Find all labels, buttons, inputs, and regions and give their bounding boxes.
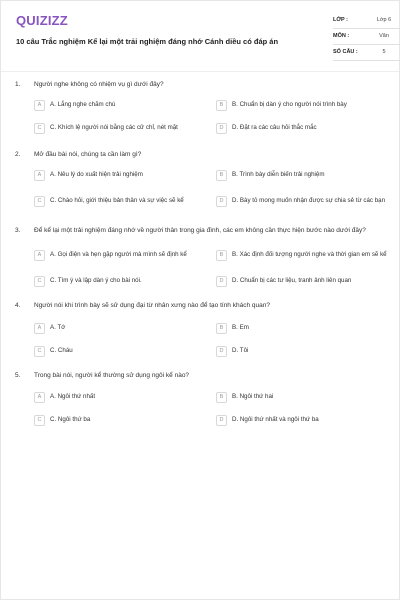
question-text: Người nghe không có nhiệm vụ gì dưới đây? [34, 81, 164, 88]
option-text: D. Chuẩn bị các tư liệu, tranh ảnh liên quan [232, 277, 352, 284]
meta-label: SỐ CÂU : [333, 49, 358, 55]
option-text: D. Bày tỏ mong muốn nhận được sự chia sẻ từ các bạn [232, 197, 386, 204]
option-text: A. Gọi điện và hẹn gặp người mà mình sẽ định kể [50, 251, 187, 258]
option-letter-box: C [34, 196, 45, 207]
option-letter-box: D [216, 276, 227, 287]
option-letter-box: A [34, 100, 45, 111]
option-letter-box: B [216, 100, 227, 111]
option-text: A. Ngôi thứ nhất [50, 393, 96, 400]
option-letter-box: B [216, 250, 227, 261]
option-text: D. Ngôi thứ nhất và ngôi thứ ba [232, 416, 319, 423]
option-text: C. Khích lệ người nói bằng các cử chỉ, nét mặt [50, 124, 178, 131]
quizizz-logo: QUIZIZZ [16, 13, 68, 28]
question-number: 5. [15, 372, 21, 379]
option-letter-box: D [216, 196, 227, 207]
option-letter-box: B [216, 170, 227, 181]
option-text: C. Tìm ý và lập dàn ý cho bài nói. [50, 277, 142, 284]
option-text: C. Cháu [50, 347, 73, 354]
header-divider [1, 71, 399, 72]
option-letter-box: C [34, 415, 45, 426]
option-text: C. Chào hỏi, giới thiệu bản thân và sự việc sẽ kể [50, 197, 184, 204]
option-text: B. Chuẩn bị dàn ý cho người nói trình bày [232, 101, 347, 108]
worksheet-title: 10 câu Trắc nghiệm Kể lại một trải nghiệm đáng nhớ Cánh diều có đáp án [16, 37, 279, 46]
question-text: Người nói khi trình bày sẽ sử dụng đại từ nhân xưng nào để tạo tính khách quan? [34, 302, 270, 309]
worksheet-meta [333, 13, 400, 61]
question-number: 1. [15, 81, 21, 88]
option-letter-box: C [34, 123, 45, 134]
option-letter-box: B [216, 392, 227, 403]
worksheet-header [16, 13, 392, 68]
question-number: 3. [15, 227, 21, 234]
option-letter-box: A [34, 170, 45, 181]
option-text: B. Trình bày diễn biến trải nghiệm [232, 171, 325, 178]
option-letter-box: C [34, 346, 45, 357]
meta-label: MÔN : [333, 33, 350, 39]
meta-row-subject [333, 29, 400, 45]
option-letter-box: C [34, 276, 45, 287]
question-number: 2. [15, 151, 21, 158]
option-letter-box: A [34, 250, 45, 261]
option-letter-box: A [34, 323, 45, 334]
option-text: C. Ngôi thứ ba [50, 416, 91, 423]
option-text: D. Tôi [232, 347, 249, 354]
option-text: B. Em [232, 324, 249, 331]
meta-value: 5 [382, 49, 386, 55]
question-number: 4. [15, 302, 21, 309]
question-text: Trong bài nói, người kể thường sử dụng ngôi kể nào? [34, 372, 190, 379]
option-letter-box: D [216, 346, 227, 357]
option-text: A. Lắng nghe chăm chú [50, 101, 116, 108]
option-text: D. Đặt ra các câu hỏi thắc mắc [232, 124, 317, 131]
option-letter-box: B [216, 323, 227, 334]
question-text: Mở đầu bài nói, chúng ta cần làm gì? [34, 151, 142, 158]
option-text: B. Xác định đối tượng người nghe và thời gian em sẽ kể [232, 251, 387, 258]
meta-value: Lớp 6 [376, 17, 392, 23]
option-text: B. Ngôi thứ hai [232, 393, 274, 400]
option-text: A. Tớ [50, 324, 66, 331]
meta-row-count [333, 45, 400, 61]
meta-label: LỚP : [333, 17, 348, 23]
meta-value: Văn [379, 33, 389, 39]
option-letter-box: D [216, 123, 227, 134]
option-text: A. Nêu lý do xuất hiện trải nghiệm [50, 171, 143, 178]
option-letter-box: A [34, 392, 45, 403]
meta-row-class [333, 13, 400, 29]
option-letter-box: D [216, 415, 227, 426]
question-text: Để kể lại một trải nghiệm đáng nhớ về người thân trong gia đình, các em không cần thực hiện bước nào dưới đây? [34, 227, 366, 234]
